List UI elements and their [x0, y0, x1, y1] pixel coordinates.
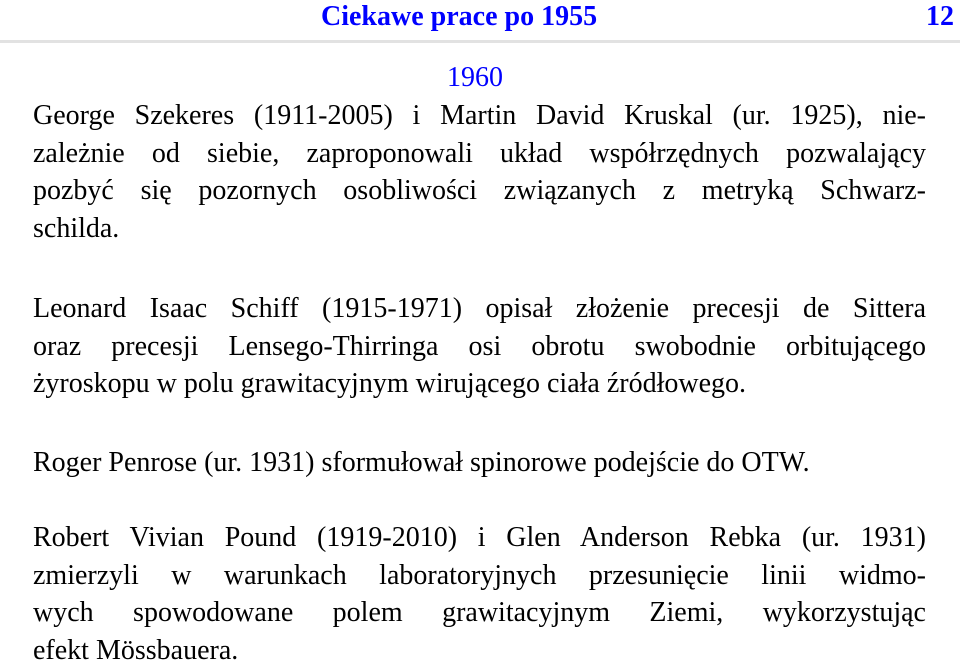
paragraph-line: Robert Vivian Pound (1919-2010) i Glen Anderson Rebka (ur. 1931)	[33, 519, 926, 557]
paragraph-penrose	[33, 444, 926, 482]
paragraph-line: zmierzyli w warunkach laboratoryjnych przesunięcie linii widmo-	[33, 557, 926, 595]
paragraph-pound-rebka	[33, 519, 926, 669]
paragraph-line: Roger Penrose (ur. 1931) sformułował spinorowe podejście do OTW.	[33, 444, 926, 482]
slide-title: Ciekawe prace po 1955	[321, 0, 597, 34]
paragraph-line: pozbyć się pozornych osobliwości związanych z metryką Schwarz-	[33, 172, 926, 210]
paragraph-line: zależnie od siebie, zaproponowali układ współrzędnych pozwalający	[33, 135, 926, 173]
paragraph-line: George Szekeres (1911-2005) i Martin David Kruskal (ur. 1925), nie-	[33, 97, 926, 135]
paragraph-line: efekt Mössbauera.	[33, 632, 926, 669]
page-number: 12	[926, 0, 954, 34]
header-divider	[0, 40, 960, 43]
paragraph-line: schilda.	[33, 210, 926, 248]
paragraph-szekeres-kruskal	[33, 97, 926, 247]
paragraph-line: Leonard Isaac Schiff (1915-1971) opisał złożenie precesji de Sittera	[33, 290, 926, 328]
paragraph-line: wych spowodowane polem grawitacyjnym Ziemi, wykorzystując	[33, 594, 926, 632]
section-year: 1960	[447, 60, 503, 96]
paragraph-line: żyroskopu w polu grawitacyjnym wirującego ciała źródłowego.	[33, 365, 926, 403]
paragraph-line: oraz precesji Lensego-Thirringa osi obrotu swobodnie orbitującego	[33, 328, 926, 366]
page-header	[0, 0, 960, 40]
paragraph-schiff	[33, 290, 926, 403]
